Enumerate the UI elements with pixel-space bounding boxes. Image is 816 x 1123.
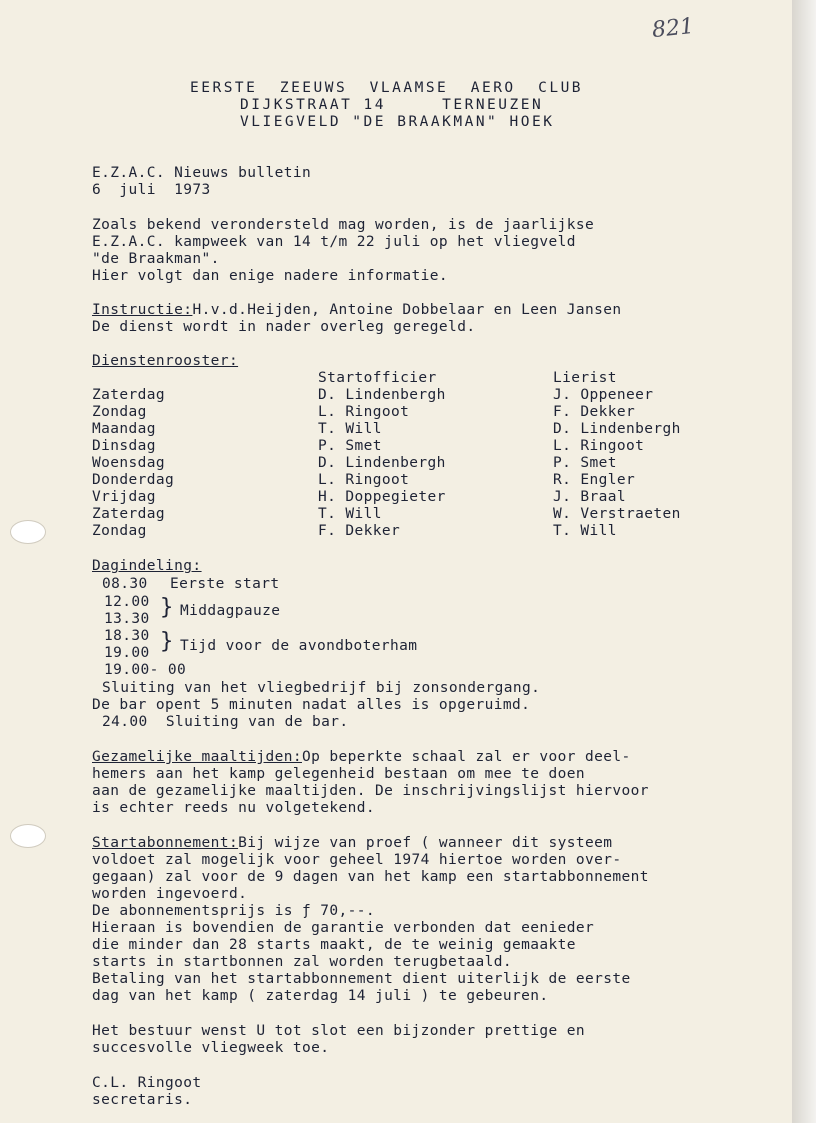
rooster-start: L. Ringoot (318, 472, 410, 488)
maaltijden-label: Gezamelijke maaltijden: (92, 749, 302, 765)
first-start-text: Eerste start (170, 576, 280, 592)
rooster-lier: F. Dekker (553, 404, 636, 420)
time-1330: 13.30 (104, 611, 150, 627)
rooster-day: Dinsdag (92, 438, 156, 454)
rooster-start: T. Will (318, 506, 382, 522)
rooster-header-lier: Lierist (553, 370, 617, 386)
club-address: DIJKSTRAAT 14 TERNEUZEN (240, 97, 544, 113)
intro-line: E.Z.A.C. kampweek van 14 t/m 22 juli op het vliegveld (92, 234, 576, 250)
abonnement-line: voldoet zal mogelijk voor geheel 1974 hiertoe worden over- (92, 852, 622, 868)
rooster-day: Zondag (92, 523, 147, 539)
rooster-lier: P. Smet (553, 455, 617, 471)
rooster-day: Zaterdag (92, 387, 166, 403)
time-1830: 18.30 (104, 628, 150, 644)
abonnement-label: Startabonnement: (92, 835, 239, 851)
abonnement-line: dag van het kamp ( zaterdag 14 juli ) te gebeuren. (92, 988, 549, 1004)
time-1200: 12.00 (104, 594, 150, 610)
rooster-lier: D. Lindenbergh (553, 421, 681, 437)
rooster-lier: J. Braal (553, 489, 627, 505)
rooster-day: Maandag (92, 421, 156, 437)
intro-line: "de Braakman". (92, 251, 220, 267)
bracket-icon: } (160, 595, 174, 620)
bracket-icon: } (160, 629, 174, 654)
club-name: EERSTE ZEEUWS VLAAMSE AERO CLUB (190, 80, 584, 96)
abonnement-line: die minder dan 28 starts maakt, de te weinig gemaakte (92, 937, 576, 953)
dagindeling-line: Sluiting van het vliegbedrijf bij zonsondergang. (102, 680, 541, 696)
rooster-start: H. Doppegieter (318, 489, 446, 505)
rooster-lier: T. Will (553, 523, 617, 539)
abonnement-line: Hieraan is bovendien de garantie verbonden dat eenieder (92, 920, 595, 936)
club-airfield: VLIEGVELD "DE BRAAKMAN" HOEK (240, 114, 555, 130)
rooster-lier: J. Oppeneer (553, 387, 654, 403)
signature-role: secretaris. (92, 1092, 193, 1108)
middagpauze-text: Middagpauze (180, 603, 281, 619)
page-edge (792, 0, 816, 1123)
abonnement-line: Betaling van het startabbonnement dient uiterlijk de eerste (92, 971, 631, 987)
rooster-start: D. Lindenbergh (318, 387, 446, 403)
rooster-start: P. Smet (318, 438, 382, 454)
rooster-start: F. Dekker (318, 523, 401, 539)
abonnement-line (92, 835, 612, 852)
maaltijden-text: Op beperkte schaal zal er voor deel- (301, 749, 631, 765)
rooster-title: Dienstenrooster: (92, 353, 239, 369)
abonnement-line: De abonnementsprijs is ƒ 70,--. (92, 903, 376, 919)
abonnement-line: worden ingevoerd. (92, 886, 248, 902)
abonnement-line: starts in startbonnen zal worden terugbetaald. (92, 954, 512, 970)
rooster-start: T. Will (318, 421, 382, 437)
abonnement-text: Bij wijze van proef ( wanneer dit systeem (238, 835, 613, 851)
rooster-day: Vrijdag (92, 489, 156, 505)
instructie-text: H.v.d.Heijden, Antoine Dobbelaar en Leen Jansen (192, 302, 622, 318)
bulletin-title: E.Z.A.C. Nieuws bulletin (92, 165, 312, 181)
dagindeling-title: Dagindeling: (92, 558, 202, 574)
rooster-day: Donderdag (92, 472, 175, 488)
time-0830: 08.30 (102, 576, 148, 592)
rooster-day: Woensdag (92, 455, 166, 471)
instructie-line2: De dienst wordt in nader overleg geregeld. (92, 319, 476, 335)
time-1900-00: 19.00- 00 (104, 662, 187, 678)
rooster-start: D. Lindenbergh (318, 455, 446, 471)
dagindeling-line: De bar opent 5 minuten nadat alles is opgeruimd. (92, 697, 531, 713)
time-1900: 19.00 (104, 645, 150, 661)
dagindeling-line: 24.00 Sluiting van de bar. (102, 714, 349, 730)
maaltijden-line: aan de gezamelijke maaltijden. De inschrijvingslijst hiervoor (92, 783, 649, 799)
avondboterham-text: Tijd voor de avondboterham (180, 638, 418, 654)
punch-hole-bottom (10, 824, 46, 848)
closing-line: Het bestuur wenst U tot slot een bijzonder prettige en (92, 1023, 586, 1039)
rooster-lier: W. Verstraeten (553, 506, 681, 522)
abonnement-line: gegaan) zal voor de 9 dagen van het kamp een startabbonnement (92, 869, 649, 885)
maaltijden-line: hemers aan het kamp gelegenheid bestaan om mee te doen (92, 766, 586, 782)
rooster-header-start: Startofficier (318, 370, 437, 386)
rooster-lier: R. Engler (553, 472, 636, 488)
rooster-day: Zondag (92, 404, 147, 420)
bulletin-date: 6 juli 1973 (92, 182, 211, 198)
page-number: 821 (650, 13, 696, 44)
maaltijden-line (92, 749, 631, 766)
rooster-day: Zaterdag (92, 506, 166, 522)
punch-hole-top (10, 520, 46, 544)
instructie-line (92, 302, 622, 319)
rooster-lier: L. Ringoot (553, 438, 645, 454)
intro-line: Hier volgt dan enige nadere informatie. (92, 268, 449, 284)
rooster-start: L. Ringoot (318, 404, 410, 420)
intro-line: Zoals bekend verondersteld mag worden, is de jaarlijkse (92, 217, 595, 233)
closing-line: succesvolle vliegweek toe. (92, 1040, 330, 1056)
instructie-label: Instructie: (92, 302, 193, 318)
signature-name: C.L. Ringoot (92, 1075, 202, 1091)
maaltijden-line: is echter reeds nu volgetekend. (92, 800, 376, 816)
